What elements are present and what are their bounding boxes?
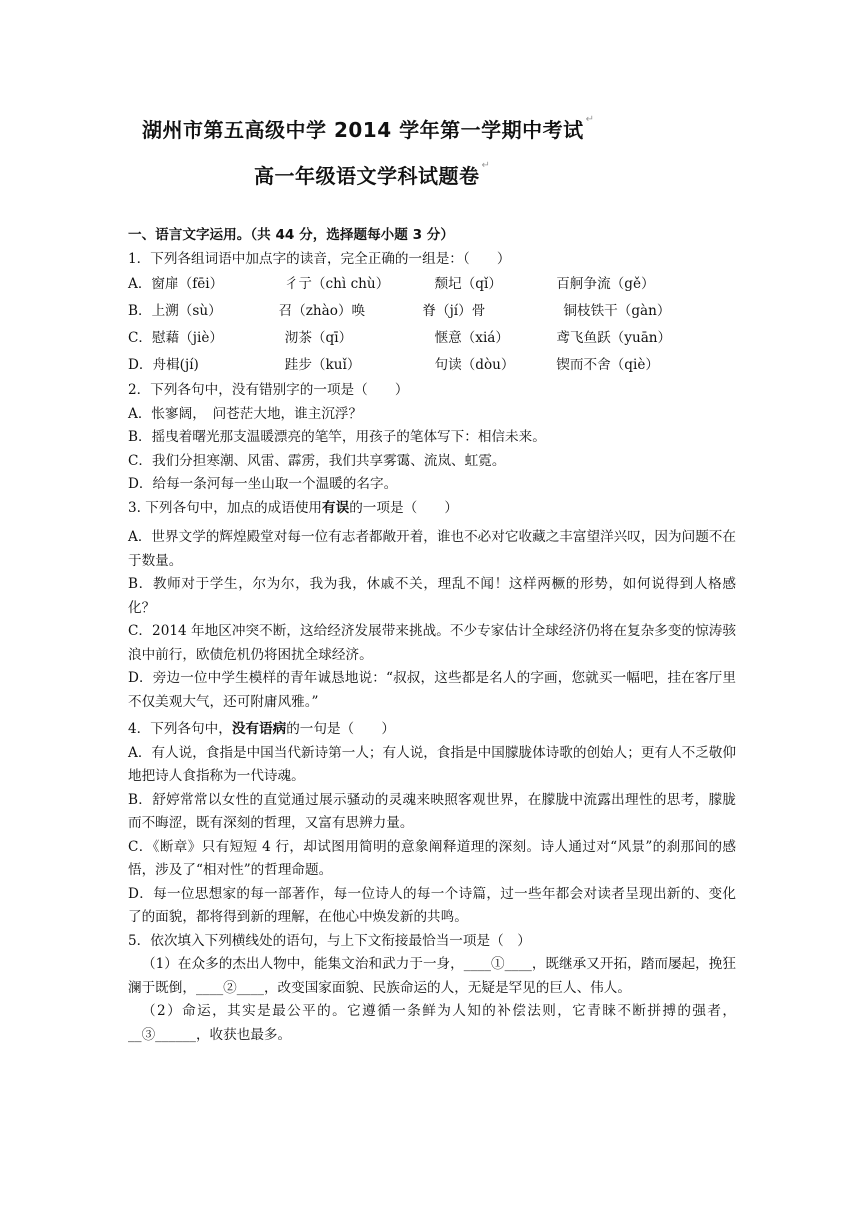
q1-b-item-2: 召（zhào）唤 — [278, 303, 366, 319]
return-mark: ↵ — [585, 114, 595, 125]
q4-option-c: C．《断章》只有短短 4 行，却试图用简明的意象阐释道理的深刻。诗人通过对“风景”的刹那间的感悟，涉及了“相对性”的哲理命题。 — [128, 838, 736, 878]
q1-d-item-3: 句读（dòu） — [434, 357, 515, 373]
q3-stem-part-1: 3. 下列各句中，加点的成语使用 — [128, 499, 323, 516]
q4-option-d: D．每一位思想家的每一部著作，每一位诗人的每一个诗篇，过一些年都会对读者呈现出新的、变化了的面貌，都将得到新的理解，在他心中焕发新的共鸣。 — [128, 885, 736, 925]
q4-stem-part-1: 4．下列各句中， — [128, 721, 232, 737]
q5-blank-3: __③______ — [128, 1026, 196, 1043]
q2-option-a: A．怅寥阔， 问苍茫大地，谁主沉浮？ — [128, 405, 363, 422]
q5-paragraph-1 — [128, 953, 736, 1000]
q4-option-b: B．舒婷常常以女性的直觉通过展示骚动的灵魂来映照客观世界，在朦胧中流露出理性的思考，朦胧而不晦涩，既有深刻的哲理，又富有思辨力量。 — [128, 791, 736, 831]
q3-option-d: D．旁边一位中学生模样的青年诚恳地说：“叔叔，这些都是名人的字画，您就买一幅吧，挂在客厅里不仅美观大气，还可附庸风雅。” — [128, 670, 736, 710]
q4-stem-emphasis: 没有语病 — [231, 721, 287, 737]
q5-p2-text-1: （2）命运，其实是最公平的。它遵循一条鲜为人知的补偿法则，它青睐不断拼搏的强者， — [142, 1003, 736, 1019]
q1-b-item-4: 铜枝铁干（gàn） — [563, 303, 671, 319]
section-heading: 一、语言文字运用。（共 44 分，选择题每小题 3 分） — [128, 227, 454, 243]
question-1-options — [128, 271, 736, 379]
q1-c-item-3: 惬意（xiá） — [434, 330, 509, 346]
exam-title-text: 湖州市第五高级中学 2014 学年第一学期中考试 — [142, 118, 584, 142]
exam-title — [142, 114, 594, 143]
q5-p1-text-2: ，既继承又开拓，踏而屡起，挽狂澜于既倒， — [128, 956, 736, 996]
q4-stem-part-2: 的一句是（ ） — [286, 721, 395, 737]
q1-a-item-2: 彳亍（chì chù） — [284, 276, 390, 292]
q3-option-c: C．2014 年地区冲突不断，这给经济发展带来挑战。不少专家估计全球经济仍将在复杂多变的惊涛骇浪中前行，欧债危机仍将困扰全球经济。 — [128, 623, 736, 663]
q1-c-item-2: 沏茶（qī） — [284, 330, 353, 346]
q5-p2-text-2: ，收获也最多。 — [195, 1026, 292, 1043]
q1-a-item-4: 百舸争流（gě） — [556, 276, 655, 292]
q1-a-item-1: A．窗扉（fēi） — [128, 276, 224, 292]
q1-option-row-c — [128, 325, 736, 352]
q1-d-item-2: 跬步（kuǐ） — [284, 357, 361, 373]
q1-d-item-4: 锲而不舍（qiè） — [556, 357, 659, 373]
q1-b-item-3: 脊（jí）骨 — [422, 303, 486, 319]
q3-option-a: A．世界文学的辉煌殿堂对每一位有志者都敞开着，谁也不必对它收藏之丰富望洋兴叹，因为问题不在于数量。 — [128, 529, 736, 569]
question-5-stem: 5．依次填入下列横线处的语句，与上下文衔接最恰当一项是（ ） — [128, 932, 531, 949]
q5-blank-2: ____②____ — [195, 979, 264, 996]
return-mark: ↵ — [481, 160, 491, 171]
q4-option-a: A．有人说，食指是中国当代新诗第一人；有人说，食指是中国朦胧体诗歌的创始人；更有人不乏敬仰地把诗人食指称为一代诗魂。 — [128, 744, 736, 784]
q2-option-b: B．摇曳着曙光那支温暖漂亮的笔竿，用孩子的笔体写下：相信未来。 — [128, 429, 546, 445]
q2-option-d: D．给每一条河每一坐山取一个温暖的名字。 — [128, 476, 398, 492]
q1-option-row-b — [128, 298, 736, 325]
question-3-stem — [128, 497, 736, 521]
q1-c-item-4: 鸢飞鱼跃（yuān） — [556, 330, 672, 346]
q3-option-b: B．教师对于学生，尔为尔，我为我，休戚不关，理乱不闻！这样两橛的形势，如何说得到人格感化？ — [128, 576, 736, 616]
q2-option-c: C．我们分担寒潮、风雷、霹雳，我们共享雾霭、流岚、虹霓。 — [128, 452, 506, 469]
q1-option-row-a — [128, 271, 736, 298]
q1-option-row-d — [128, 352, 736, 379]
exam-subtitle — [254, 160, 490, 189]
q1-c-item-1: C．慰藉（jiè） — [128, 330, 223, 346]
q1-a-item-3: 颓圮（qǐ） — [434, 276, 502, 292]
question-2-stem: 2．下列各句中，没有错别字的一项是（ ） — [128, 382, 409, 398]
exam-subtitle-text: 高一年级语文学科试题卷 — [254, 164, 480, 188]
q5-p1-text-1: （1）在众多的杰出人物中，能集文治和武力于一身， — [142, 956, 464, 972]
q3-stem-part-2: 的一项是（ ） — [349, 499, 458, 516]
q5-paragraph-2 — [128, 1000, 736, 1047]
q5-p1-text-3: ，改变国家面貌、民族命运的人，无疑是罕见的巨人、伟人。 — [263, 979, 631, 996]
question-1-stem: 1．下列各组词语中加点字的读音，完全正确的一组是：（ ） — [128, 250, 511, 267]
exam-content — [128, 224, 736, 1047]
q1-b-item-1: B．上溯（sù） — [128, 303, 222, 319]
q5-blank-1: ____①____ — [463, 956, 532, 972]
q1-d-item-1: D．舟楫(jí) — [128, 357, 199, 373]
question-4-stem — [128, 718, 736, 742]
q3-stem-emphasis: 有误 — [322, 499, 350, 516]
